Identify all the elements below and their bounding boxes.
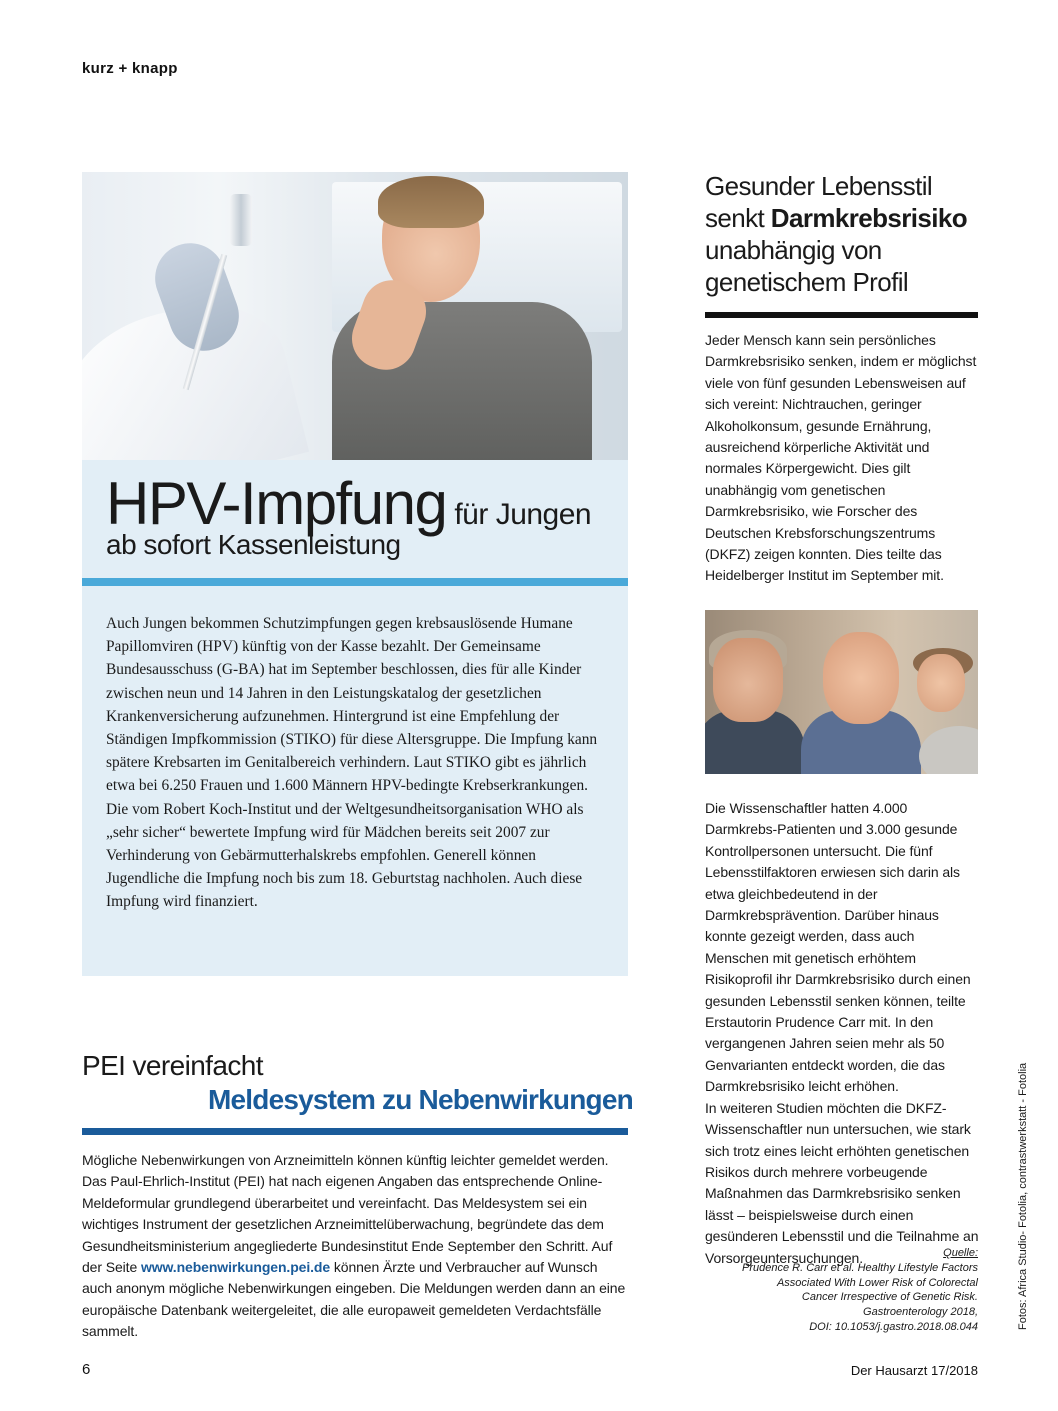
darm-title-line1: Gesunder Lebensstil xyxy=(705,171,933,201)
hpv-title-big: HPV-Impfung xyxy=(106,470,447,537)
vaccination-photo xyxy=(82,172,628,460)
hpv-article-body xyxy=(106,612,606,914)
darm-paragraph: Die Wissenschaftler hatten 4.000 Darmkrebs-Patienten und 3.000 gesunde Kontrollpersonen untersucht. Die fünf Lebensstilfaktoren erwiesen sich darin als etwa gleichbedeutend in der Darmkrebsprävention. Darüber hinaus konnte gezeigt werden, dass auch Menschen mit genetisch erhöhtem Risikoprofil ihr Darmkrebsrisiko durch einen gesunden Lebensstil senken können, teilte Erstautorin Prudence Carr mit. In den vergangenen Jahren seien mehr als 50 Genvarianten entdeckt worden, die das Darmkrebsrisiko leicht erhöhen. xyxy=(705,800,971,1095)
darm-accent-bar xyxy=(705,312,978,318)
source-label: Quelle: xyxy=(943,1247,978,1259)
darm-body-main xyxy=(705,798,981,1269)
pei-title-line2: Meldesystem zu Nebenwirkungen xyxy=(208,1084,633,1115)
source-line: Gastroenterology 2018, xyxy=(863,1306,978,1319)
darm-title-line2-bold: Darmkrebsrisiko xyxy=(770,203,968,233)
source-line: Prudence R. Carr et al. Healthy Lifestyle Factors xyxy=(742,1261,978,1274)
darm-title-line4: genetischem Profil xyxy=(705,267,909,297)
pei-text-part1: Mögliche Nebenwirkungen von Arzneimitteln können künftig leichter gemeldet werden. Das Paul-Ehrlich-Institut (PEI) hat nach eigenen Angaben das entsprechende Online-Meldeformular grundlegend überarbeitet und vereinfacht. Das Meldesystem sei ein wichtiges Instrument der gesetzlichen Arzneimittelüberwachung, begründete das dem Gesundheitsministerium angegliederte Bundesinstitut Ende September den Schritt. Auf der Seite xyxy=(82,1152,613,1276)
source-line: DOI: 10.1053/j.gastro.2018.08.044 xyxy=(809,1320,978,1333)
source-line: Associated With Lower Risk of Colorectal xyxy=(776,1276,978,1289)
section-label: kurz + knapp xyxy=(82,60,178,77)
hpv-title-small: für Jungen xyxy=(454,498,592,531)
pei-article-body xyxy=(82,1150,628,1343)
issue-label: Der Hausarzt 17/2018 xyxy=(850,1363,978,1378)
fitness-class-photo xyxy=(705,610,978,774)
pei-website-link[interactable]: www.nebenwirkungen.pei.de xyxy=(140,1259,331,1276)
source-citation xyxy=(705,1246,978,1335)
pei-accent-bar xyxy=(82,1128,628,1135)
darm-body-intro: Jeder Mensch kann sein persönliches Darmkrebsrisiko senken, indem er möglichst viele von fünf gesunden Lebensweisen auf sich vereint: Nichtrauchen, geringer Alkoholkonsum, gesunde Ernährung, ausreichend körperliche Aktivität und normales Körpergewicht. Dies gilt unabhängig vom genetischen Darmkrebsrisiko, wie Forscher des Deutschen Krebsforschungszentrums (DKFZ) zeigen konnten. Dies teilte das Heidelberger Institut im September mit. xyxy=(705,332,977,584)
darm-paragraph: In weiteren Studien möchten die DKFZ-Wissenschaftler nun untersuchen, wie stark sich trotz eines leicht erhöhten genetischen Risikos durch mehrere vorbeugende Maßnahmen das Darmkrebsrisiko senken lässt – beispielsweise durch einen gesünderen Lebensstil und die Teilnahme an Vorsorgeuntersuchungen. xyxy=(705,1099,979,1266)
hpv-paragraph: Auch Jungen bekommen Schutzimpfungen gegen krebsauslösende Humane Papillomviren (HPV) künftig von der Kasse bezahlt. Der Gemeinsame Bundesausschuss (G-BA) hat im September beschlossen, dies für alle Kinder zwischen neun und 14 Jahren in den Leistungskatalog der gesetzlichen Krankenversicherung aufzunehmen. Hintergrund ist eine Empfehlung der Ständigen Impfkommission (STIKO) für diese Altersgruppe. Die Impfung kann spätere Krebsarten im Genitalbereich verhindern. Laut STIKO gibt es jährlich etwa bei 6.250 Frauen und 1.600 Männern HPV-bedingte Krebserkrankungen. xyxy=(106,615,598,795)
darm-title-line3: unabhängig von xyxy=(705,235,882,265)
hpv-paragraph: Die vom Robert Koch-Institut und der Weltgesundheitsorganisation WHO als „sehr sicher“ bewertete Impfung wird für Mädchen bereits seit 2007 zur Verhinderung von Gebärmutterhalskrebs empfohlen. Generell können Jugendliche die Impfung noch bis zum 18. Geburtstag nachholen. Auch diese Impfung wird finanziert. xyxy=(106,800,584,911)
darm-headline xyxy=(705,170,980,298)
source-line: Cancer Irrespective of Genetic Risk. xyxy=(801,1291,978,1304)
hpv-title-sub: ab sofort Kassenleistung xyxy=(106,529,401,560)
hpv-accent-bar xyxy=(82,578,628,586)
pei-text-part2: können Ärzte und Verbraucher auf Wunsch auch anonym mögliche Nebenwirkungen eingeben. Die Meldungen werden dann an eine europäische Datenbank weitergeleitet, die alle europaweit gemeldeten Verdachtsfälle sammelt. xyxy=(82,1259,626,1340)
page-number: 6 xyxy=(82,1361,91,1378)
photo-credits: Fotos: Africa Studio- Fotolia, contrastwerkstatt - Fotolia xyxy=(1017,1062,1029,1330)
pei-title-line1: PEI vereinfacht xyxy=(82,1050,263,1081)
darm-title-line2-pre: senkt xyxy=(705,203,771,233)
hpv-headline xyxy=(106,470,616,560)
